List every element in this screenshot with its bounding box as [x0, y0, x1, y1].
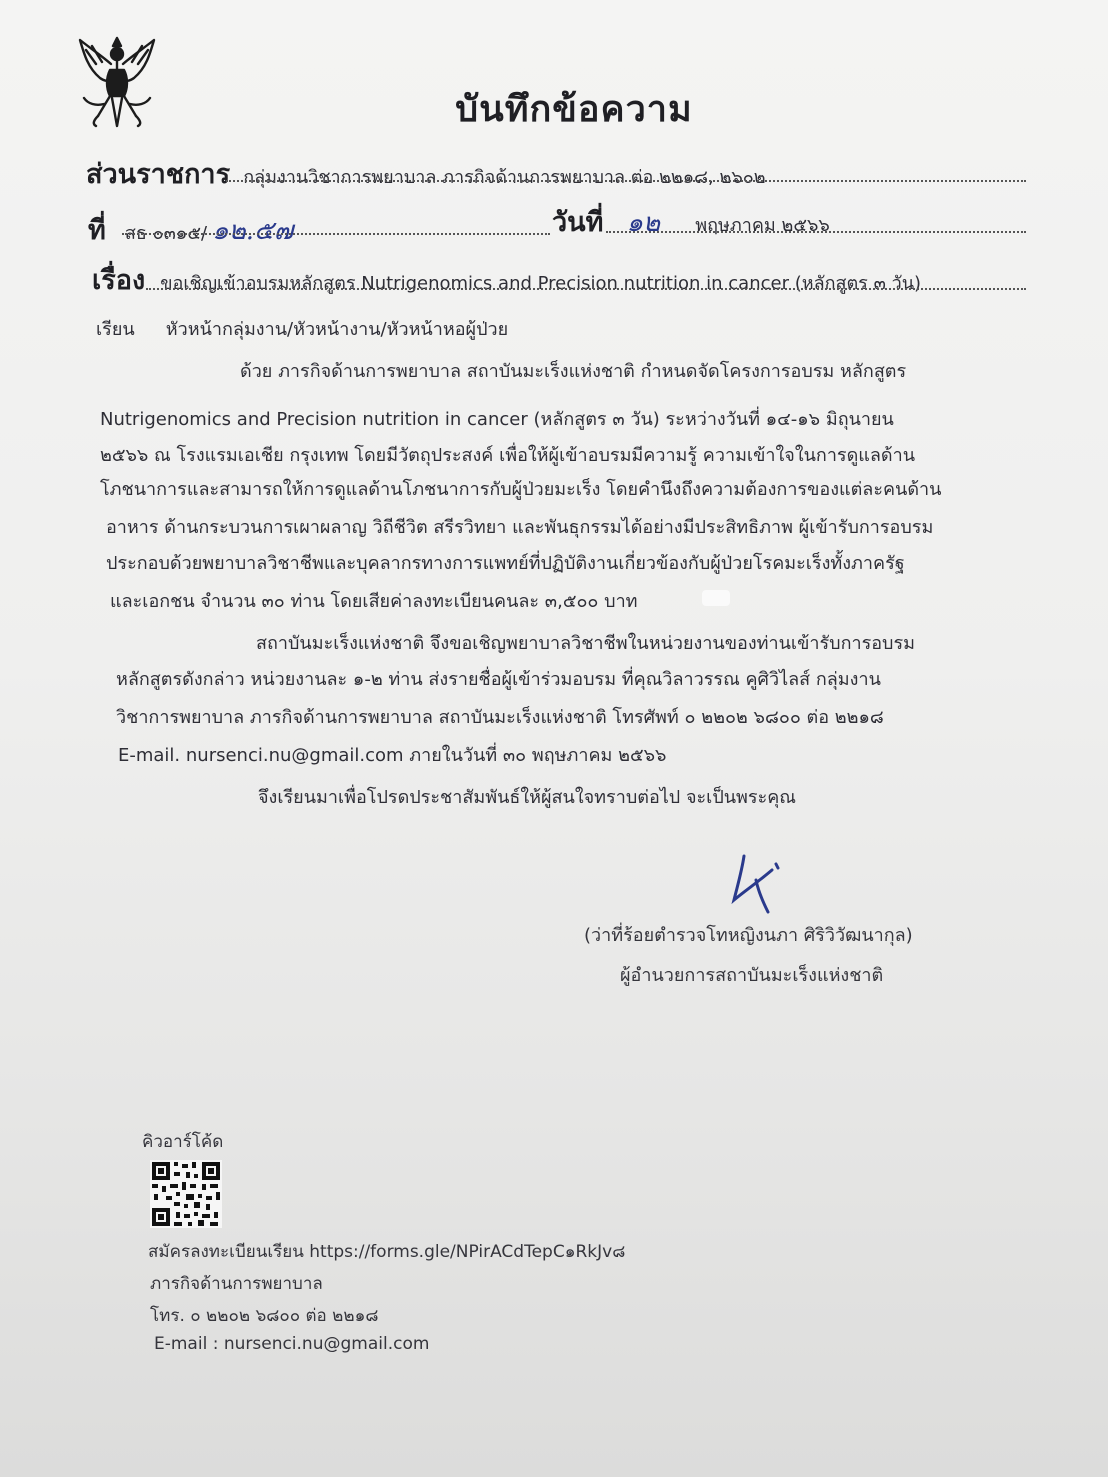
department-value: กลุ่มงานวิชาการพยาบาล ภารกิจด้านการพยาบาล ต่อ ๒๒๑๘, ๒๖๐๒: [243, 167, 766, 188]
reference-value: สธ ๐๓๑๕/: [124, 223, 208, 244]
handwritten-signature-icon: [722, 850, 792, 920]
date-dotted-line: [606, 231, 1026, 233]
reference-row: [88, 208, 293, 251]
addressee-value: หัวหน้ากลุ่มงาน/หัวหน้างาน/หัวหน้าหอผู้ป่วย: [165, 319, 509, 340]
body-paragraph1-line: ประกอบด้วยพยาบาลวิชาชีพและบุคลากรทางการแพทย์ที่ปฏิบัติงานเกี่ยวข้องกับผู้ป่วยโรคมะเร็งทั้งภาครัฐ: [106, 553, 905, 574]
date-value: พฤษภาคม ๒๕๖๖: [695, 215, 830, 236]
body-paragraph1-line: และเอกชน จำนวน ๓๐ ท่าน โดยเสียค่าลงทะเบียนคนละ ๓,๕๐๐ บาท: [110, 591, 638, 612]
department-label: ส่วนราชการ: [86, 159, 231, 190]
reference-dotted-line: [122, 233, 550, 235]
subject-value: ขอเชิญเข้าอบรมหลักสูตร Nutrigenomics and Precision nutrition in cancer (หลักสูตร ๓ วัน): [160, 273, 922, 294]
body-paragraph1-line: อาหาร ด้านกระบวนการเผาผลาญ วิถีชีวิต สรีรวิทยา และพันธุกรรมได้อย่างมีประสิทธิภาพ ผู้เข้ารับการอบรม: [106, 517, 934, 538]
date-handwritten-day: ๑๒: [626, 208, 661, 238]
body-paragraph1-line: Nutrigenomics and Precision nutrition in cancer (หลักสูตร ๓ วัน) ระหว่างวันที่ ๑๔-๑๖ มิถุนายน: [100, 409, 894, 430]
footer-unit: ภารกิจด้านการพยาบาล: [150, 1274, 323, 1294]
body-paragraph1-line: โภชนาการและสามารถให้การดูแลด้านโภชนาการกับผู้ป่วยมะเร็ง โดยคำนึงถึงความต้องการของแต่ละคนด้าน: [100, 479, 942, 500]
body-paragraph2-line: E-mail. nursenci.nu@gmail.com ภายในวันที่ ๓๐ พฤษภาคม ๒๕๖๖: [118, 745, 667, 766]
body-paragraph2-line: วิชาการพยาบาล ภารกิจด้านการพยาบาล สถาบันมะเร็งแห่งชาติ โทรศัพท์ ๐ ๒๒๐๒ ๖๘๐๐ ต่อ ๒๒๑๘: [116, 707, 884, 728]
registration-link[interactable]: สมัครลงทะเบียนเรียน https://forms.gle/NPirACdTepC๑RkJv๘: [148, 1242, 626, 1262]
closing-line: จึงเรียนมาเพื่อโปรดประชาสัมพันธ์ให้ผู้สนใจทราบต่อไป จะเป็นพระคุณ: [258, 787, 796, 808]
body-paragraph1-line: ด้วย ภารกิจด้านการพยาบาล สถาบันมะเร็งแห่งชาติ กำหนดจัดโครงการอบรม หลักสูตร: [240, 361, 907, 382]
department-row: [86, 152, 766, 195]
qr-label: คิวอาร์โค้ด: [142, 1132, 224, 1152]
subject-label: เรื่อง: [92, 265, 146, 296]
date-row: [552, 200, 830, 243]
signatory-name: (ว่าที่ร้อยตำรวจโทหญิงนภา ศิริวิวัฒนากุล): [584, 925, 913, 946]
subject-row: [92, 258, 921, 301]
memo-title: บันทึกข้อความ: [455, 89, 693, 130]
body-paragraph1-line: ๒๕๖๖ ณ โรงแรมเอเชีย กรุงเทพ โดยมีวัตถุประสงค์ เพื่อให้ผู้เข้าอบรมมีความรู้ ความเข้าใจในการดูแลด้าน: [100, 445, 916, 466]
addressee-label: เรียน: [96, 319, 135, 340]
signatory-position: ผู้อำนวยการสถาบันมะเร็งแห่งชาติ: [620, 965, 884, 986]
footer-phone: โทร. ๐ ๒๒๐๒ ๖๘๐๐ ต่อ ๒๒๑๘: [150, 1306, 379, 1326]
reference-handwritten-number: ๑๒.๕๗: [212, 216, 294, 246]
date-label: วันที่: [552, 207, 604, 238]
subject-dotted-line: [146, 288, 1026, 290]
addressee-row: [96, 314, 508, 343]
correction-mark: [702, 590, 730, 606]
qr-code-icon[interactable]: [150, 1160, 222, 1228]
body-paragraph2-line: สถาบันมะเร็งแห่งชาติ จึงขอเชิญพยาบาลวิชาชีพในหน่วยงานของท่านเข้ารับการอบรม: [256, 633, 916, 654]
body-paragraph2-line: หลักสูตรดังกล่าว หน่วยงานละ ๑-๒ ท่าน ส่งรายชื่อผู้เข้าร่วมอบรม ที่คุณวิลาวรรณ คูศิวิไลส์ กลุ่มงาน: [116, 669, 881, 690]
reference-label: ที่: [88, 215, 106, 246]
department-dotted-line: [226, 180, 1026, 182]
footer-email[interactable]: E-mail : nursenci.nu@gmail.com: [154, 1334, 430, 1354]
